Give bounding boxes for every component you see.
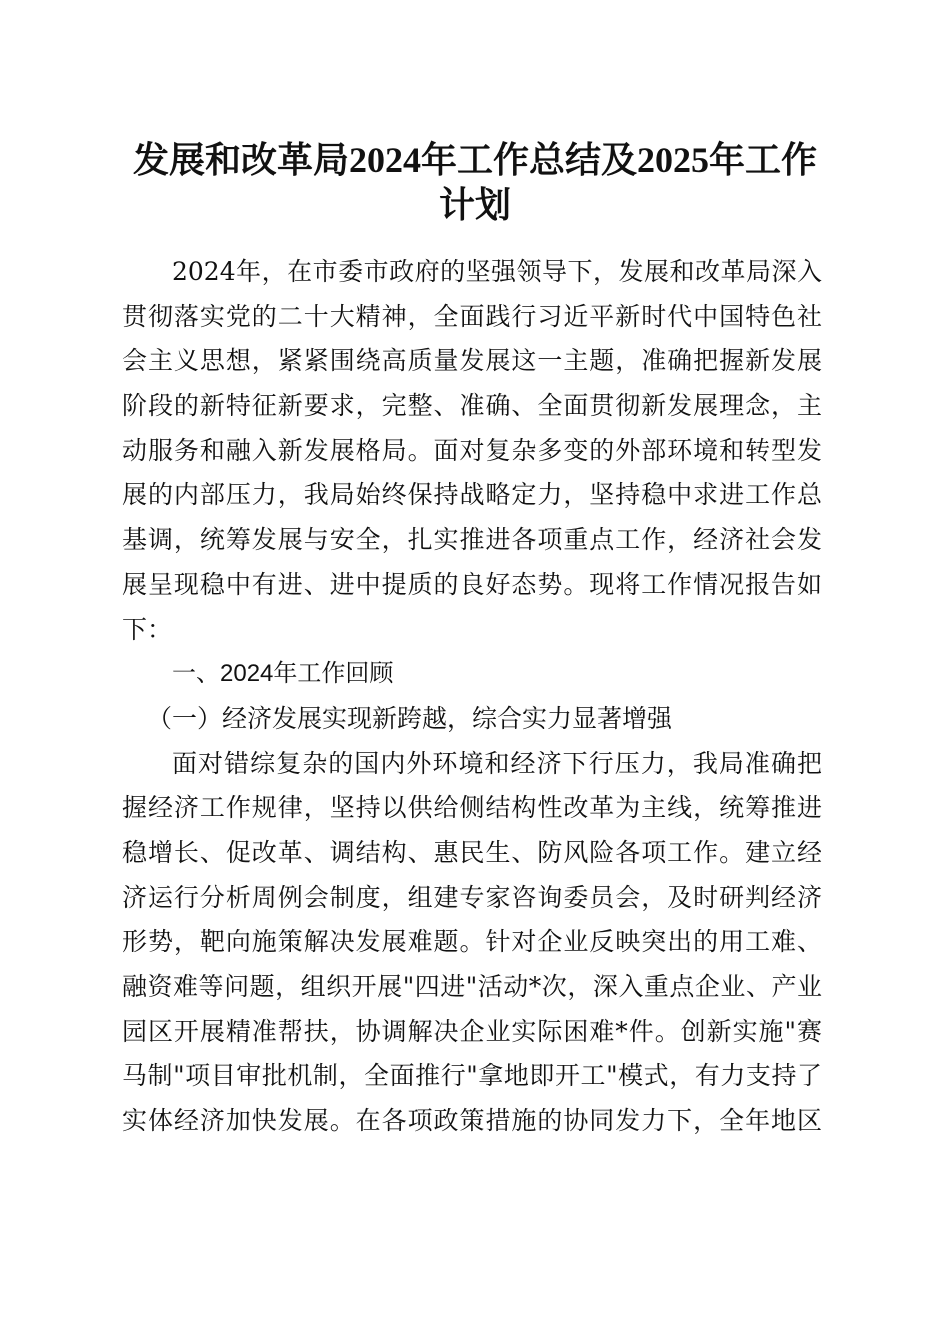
document-title-line-1: 发展和改革局2024年工作总结及2025年工作 (132, 140, 817, 180)
body-line: 马制"项目审批机制，全面推行"拿地即开工"模式，有力支持了 (122, 1061, 822, 1091)
body-line: 稳增长、促改革、调结构、惠民生、防风险各项工作。建立经 (122, 837, 822, 867)
intro-line: 贯彻落实党的二十大精神，全面践行习近平新时代中国特色社 (122, 301, 822, 331)
section-heading: 一、2024年工作回顾 (172, 660, 394, 688)
body-line: 面对错综复杂的国内外环境和经济下行压力，我局准确把 (172, 748, 822, 778)
body-line: 形势，靶向施策解决发展难题。针对企业反映突出的用工难、 (122, 927, 822, 957)
intro-line: 2024年，在市委市政府的坚强领导下，发展和改革局深入 (172, 257, 822, 286)
body-line: 融资难等问题，组织开展"四进"活动*次，深入重点企业、产业 (122, 972, 822, 1001)
body-line: 济运行分析周例会制度，组建专家咨询委员会，及时研判经济 (122, 882, 822, 912)
intro-line: 展呈现稳中有进、进中提质的良好态势。现将工作情况报告如 (122, 569, 822, 599)
document-body (122, 250, 822, 1144)
intro-line: 会主义思想，紧紧围绕高质量发展这一主题，准确把握新发展 (122, 346, 822, 376)
document-title-line-2: 计划 (438, 185, 511, 225)
body-line: 握经济工作规律，坚持以供给侧结构性改革为主线，统筹推进 (122, 793, 822, 823)
subsection-heading: （一）经济发展实现新跨越，综合实力显著增强 (147, 703, 673, 733)
body-line: 实体经济加快发展。在各项政策措施的协同发力下，全年地区 (122, 1106, 822, 1136)
intro-line: 基调，统筹发展与安全，扎实推进各项重点工作，经济社会发 (122, 525, 822, 555)
body-line: 园区开展精准帮扶，协调解决企业实际困难*件。创新实施"赛 (122, 1016, 822, 1046)
intro-line: 展的内部压力，我局始终保持战略定力，坚持稳中求进工作总 (122, 480, 822, 510)
intro-line: 下： (122, 614, 173, 644)
intro-line: 阶段的新特征新要求，完整、准确、全面贯彻新发展理念，主 (122, 391, 822, 421)
intro-line: 动服务和融入新发展格局。面对复杂多变的外部环境和转型发 (122, 435, 822, 465)
